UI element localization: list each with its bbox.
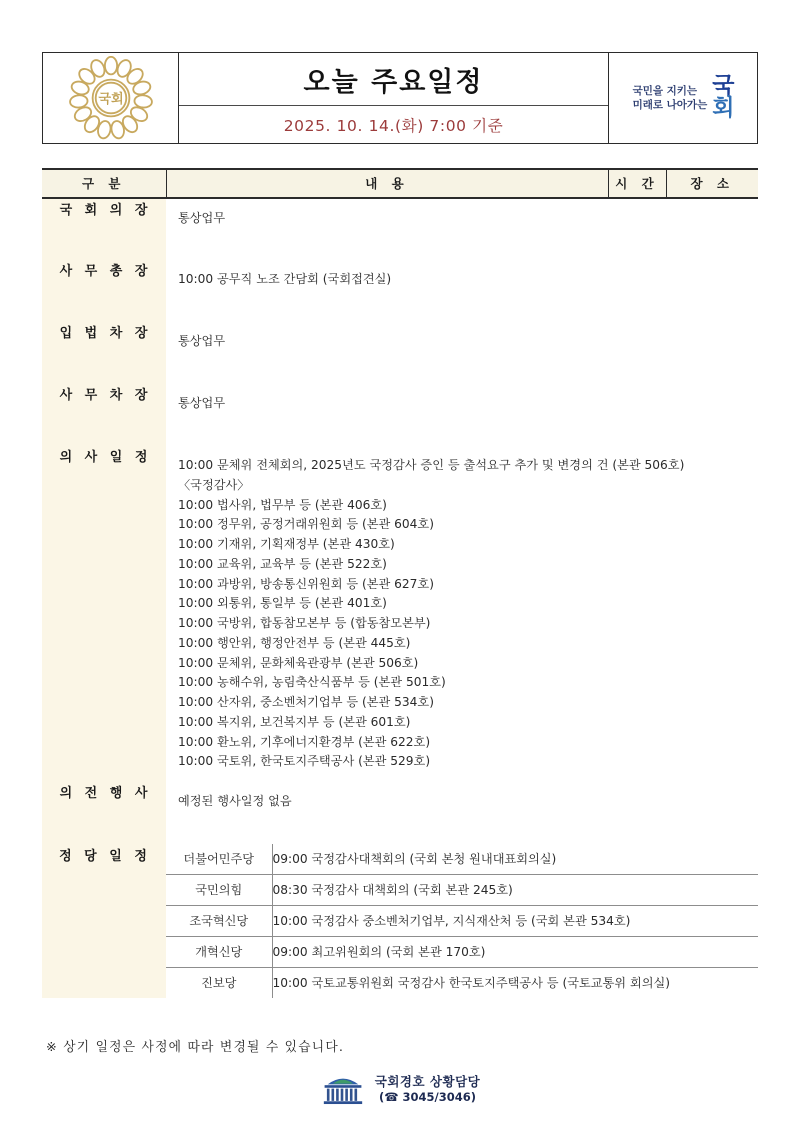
content-line: 10:00 산자위, 중소벤처기업부 등 (본관 534호) (178, 695, 434, 710)
wordmark-char-1: 국 (712, 73, 734, 100)
party-schedule-text: 10:00 국정감사 중소벤처기업부, 지식재산처 등 (국회 본관 534호) (272, 906, 758, 937)
row-label: 사 무 차 장 (42, 384, 166, 446)
row-label: 의 사 일 정 (42, 446, 166, 782)
content-line: 10:00 기재위, 기획재정부 (본관 430호) (178, 537, 395, 552)
title-box (179, 53, 608, 106)
content-line: 10:00 국방위, 합동참모본부 등 (합동참모본부) (178, 616, 431, 631)
party-row (166, 875, 758, 906)
table-row (42, 322, 758, 384)
footer-note: ※ 상기 일정은 사정에 따라 변경될 수 있습니다. (46, 1040, 345, 1055)
party-name: 더불어민주당 (166, 844, 272, 875)
content-line: 통상업무 (178, 396, 226, 410)
table-row (42, 446, 758, 782)
content-line: 10:00 교육위, 교육부 등 (본관 522호) (178, 556, 387, 571)
date-box (179, 106, 608, 143)
party-name: 조국혁신당 (166, 906, 272, 937)
party-name: 진보당 (166, 968, 272, 999)
column-header-gubun: 구 분 (42, 169, 166, 198)
row-label: 국 회 의 장 (42, 198, 166, 260)
national-assembly-emblem-icon (67, 56, 155, 140)
party-table (166, 844, 758, 998)
content-line: 10:00 문체위 전체회의, 2025년도 국정감사 증인 등 출석요구 추가 및 변경의 건 (본관 506호) (178, 458, 685, 472)
content-line: 10:00 행안위, 행정안전부 등 (본관 445호) (178, 635, 411, 650)
party-name: 국민의힘 (166, 875, 272, 906)
slogan-line-2: 미래로 나아가는 (632, 99, 708, 111)
column-header-sigan: 시 간 (608, 169, 666, 198)
party-schedule-text: 08:30 국정감사 대책회의 (국회 본관 245호) (272, 875, 758, 906)
content-line: 통상업무 (178, 334, 226, 348)
table-row (42, 782, 758, 844)
header-center (179, 53, 609, 143)
row-label: 사 무 총 장 (42, 260, 166, 322)
row-content-agenda (166, 446, 758, 782)
row-content (166, 782, 758, 844)
wordmark-char-2: 회 (712, 95, 734, 121)
footer-org: 국회경호 상황담당 (374, 1074, 481, 1089)
content-line: 10:00 문체위, 문화체육관광부 (본관 506호) (178, 655, 419, 670)
row-content (166, 198, 758, 260)
content-line: 10:00 농해수위, 농림축산식품부 등 (본관 501호) (178, 675, 446, 690)
assembly-building-icon (320, 1072, 366, 1106)
row-content (166, 384, 758, 446)
content-line: 통상업무 (178, 211, 226, 225)
as-of-date: 2025. 10. 14.(화) 7:00 기준 (283, 116, 504, 135)
party-schedule-container (166, 844, 758, 998)
content-line: 10:00 외통위, 통일부 등 (본관 401호) (178, 596, 387, 611)
footer-phone: (☎ 3045/3046) (378, 1089, 477, 1104)
row-content (166, 322, 758, 384)
table-row-party-schedule (42, 844, 758, 998)
content-line: 10:00 과방위, 방송통신위원회 등 (본관 627호) (178, 576, 434, 591)
column-header-naeyong: 내 용 (166, 169, 608, 198)
party-schedule-text: 09:00 최고위원회의 (국회 본관 170호) (272, 937, 758, 968)
content-line: 예정된 행사일정 없음 (178, 794, 292, 809)
footer-logo (0, 1072, 800, 1106)
row-label: 입 법 차 장 (42, 322, 166, 384)
table-row (42, 260, 758, 322)
row-label: 정 당 일 정 (42, 844, 166, 998)
row-label: 의 전 행 사 (42, 782, 166, 844)
party-schedule-text: 09:00 국정감사대책회의 (국회 본청 원내대표회의실) (272, 844, 758, 875)
content-line: 10:00 공무직 노조 간담회 (국회접견실) (178, 272, 392, 286)
content-line: 10:00 복지위, 보건복지부 등 (본관 601호) (178, 714, 411, 729)
table-header-row (42, 169, 758, 198)
column-header-jangso: 장 소 (666, 169, 758, 198)
table-row (42, 384, 758, 446)
slogan-line-1: 국민을 지키는 (632, 84, 698, 97)
content-line: 〈국정감사〉 (178, 477, 250, 492)
party-row (166, 937, 758, 968)
document-header (42, 52, 758, 144)
schedule-table (42, 168, 758, 998)
page-title: 오늘 주요일정 (303, 66, 484, 98)
table-row (42, 198, 758, 260)
slogan-cell (609, 53, 757, 143)
content-line: 10:00 정무위, 공정거래위원회 등 (본관 604호) (178, 517, 434, 532)
party-schedule-text: 10:00 국토교통위원회 국정감사 한국토지주택공사 등 (국토교통위 회의실) (272, 976, 671, 991)
emblem-center-text: 국회 (97, 91, 124, 107)
content-line: 10:00 환노위, 기후에너지환경부 (본관 622호) (178, 734, 431, 749)
party-row (166, 844, 758, 875)
assembly-wordmark-icon (712, 73, 734, 121)
party-name: 개혁신당 (166, 937, 272, 968)
row-content (166, 260, 758, 322)
slogan-text (633, 85, 708, 111)
emblem-cell (43, 53, 179, 143)
party-row (166, 968, 758, 999)
party-row (166, 906, 758, 937)
content-line: 10:00 법사위, 법무부 등 (본관 406호) (178, 497, 387, 512)
content-line: 10:00 국토위, 한국토지주택공사 (본관 529호) (178, 754, 431, 769)
